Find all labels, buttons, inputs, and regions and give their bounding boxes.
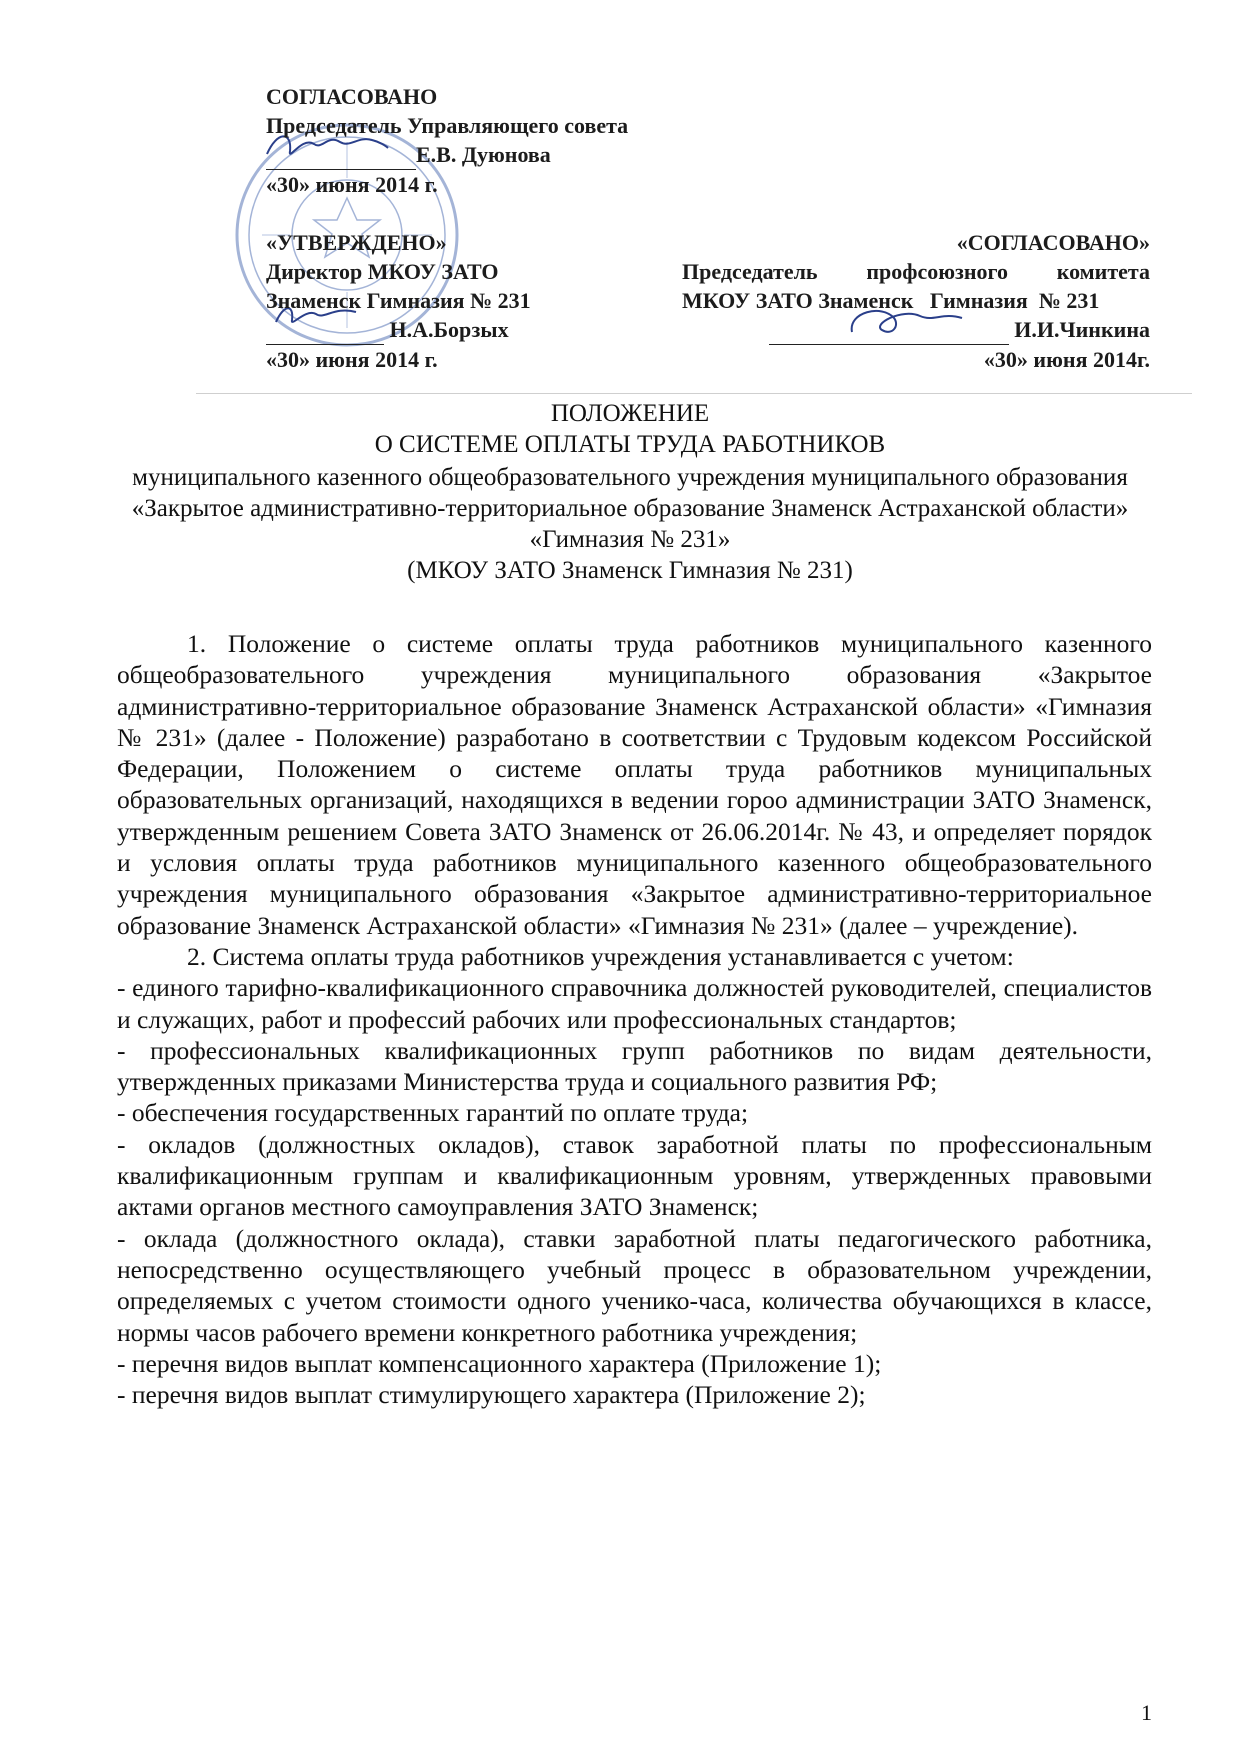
agreed-block-council [266, 82, 628, 199]
list-item: - перечня видов выплат стимулирующего характера (Приложение 2); [117, 1380, 866, 1410]
approved-heading: «УТВЕРЖДЕНО» [266, 230, 447, 255]
agreed-block-trade-union [682, 228, 1150, 374]
director-position-line1: Директор МКОУ ЗАТО [266, 259, 499, 284]
union-date: «30» июня 2014г. [983, 347, 1150, 372]
page-number: 1 [1141, 1700, 1152, 1725]
union-chair-position: Председатель профсоюзного комитета [682, 259, 1150, 284]
list-item: - оклада (должностного оклада), ставки заработной платы педагогического работника, непосредственно осуществляющего учебный процесс в образовательном учреждении, определяемых с учетом стоимости одного ученико-часа, количества обучающихся в классе, нормы часов рабочего времени конкретного работника учреждения; [117, 1223, 1152, 1347]
list-item: - профессиональных квалификационных групп работников по видам деятельности, утвержденных приказами Министерства труда и социального развития РФ; [117, 1035, 1152, 1097]
list-item: - окладов (должностных окладов), ставок заработной платы по профессиональным квалификационным группам и квалификационным уровням, утвержденных правовыми актами органов местного самоуправления ЗАТО Знаменск; [117, 1129, 1152, 1222]
union-org-name: МКОУ ЗАТО Знаменск Гимназия № 231 [682, 288, 1100, 313]
header-divider [196, 393, 1192, 394]
director-date: «30» июня 2014 г. [266, 347, 438, 372]
director-name: Н.А.Борзых [389, 317, 509, 342]
paragraph-2: 2. Система оплаты труда работников учреждения устанавливается с учетом: [187, 941, 1014, 971]
council-chair-position: Председатель Управляющего совета [266, 113, 629, 138]
union-agreed-heading: «СОГЛАСОВАНО» [956, 230, 1150, 255]
union-chair-name: И.И.Чинкина [1014, 317, 1150, 342]
list-item: - единого тарифно-квалификационного справочника должностей руководителей, специалистов и служащих, работ и профессий рабочих или профессиональных стандартов; [117, 973, 1152, 1034]
director-position-line2: Знаменск Гимназия № 231 [266, 288, 531, 313]
list-item: - обеспечения государственных гарантий по оплате труда; [117, 1098, 749, 1128]
council-chair-name: Е.В. Дуюнова [416, 142, 551, 167]
institution-full-name: муниципального казенного общеобразовательного учреждения муниципального образования «Закрытое административно-территориальное образование Знаменск Астраханской области» «Гимназия № 231» (МКОУ ЗАТО Знаменск Гимназия № 231) [131, 464, 1129, 584]
institution-short-name: (МКОУ ЗАТО Знаменск Гимназия № 231) [407, 557, 853, 584]
document-body [117, 628, 1152, 1410]
paragraph-1: 1. Положение о системе оплаты труда работников муниципального казенного общеобразовательного учреждения муниципального образования «Закрытое административно-территориальное образование Знаменск Астраханской области» «Гимназия № 231» (далее - Положение) разработано в соответствии с Трудовым кодексом Российской Федерации, Положением о системе оплаты труда работников муниципальных образовательных организаций, находящихся в ведении гороо администрации ЗАТО Знаменск, утвержденным решением Совета ЗАТО Знаменск от 26.06.2014г. № 43, и определяет порядок и условия оплаты труда работников муниципального казенного общеобразовательного учреждения муниципального образования «Закрытое административно-территориальное образование Знаменск Астраханской области» «Гимназия № 231» (далее – учреждение). [117, 629, 1152, 940]
doc-title: ПОЛОЖЕНИЕ [550, 400, 710, 427]
approved-block-director [266, 228, 531, 374]
council-date: «30» июня 2014 г. [266, 172, 438, 197]
agreed-heading: СОГЛАСОВАНО [266, 84, 438, 109]
list-item: - перечня видов выплат компенсационного характера (Приложение 1); [117, 1348, 882, 1378]
doc-subtitle: О СИСТЕМЕ ОПЛАТЫ ТРУДА РАБОТНИКОВ [374, 431, 886, 458]
